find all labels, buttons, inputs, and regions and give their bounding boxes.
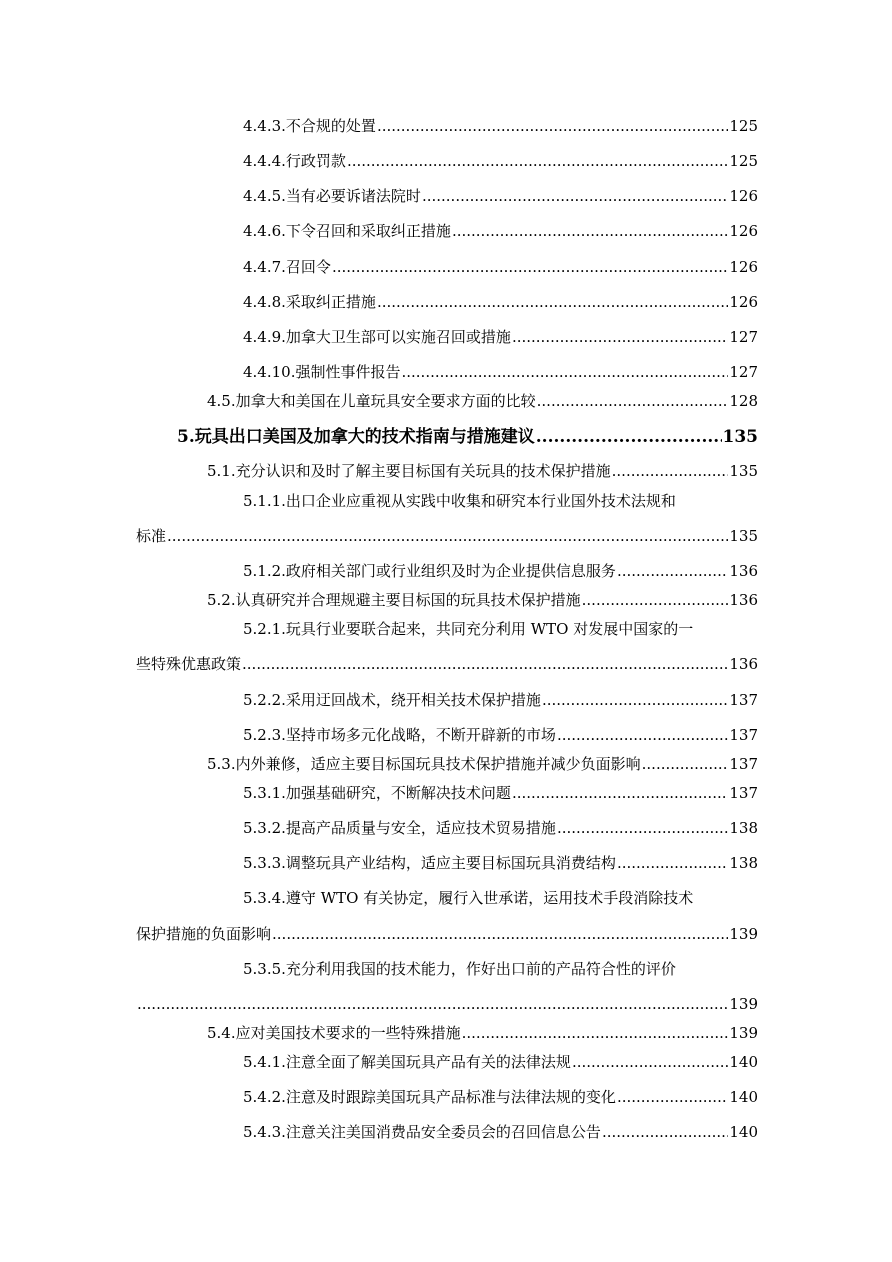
toc-leader-dots (537, 391, 729, 411)
toc-entry-5-2-1-line2[interactable] (136, 654, 758, 674)
toc-entry-5-3-3[interactable] (243, 853, 758, 873)
toc-entry-page: 137 (729, 755, 758, 773)
toc-entry-page: 139 (729, 995, 758, 1013)
toc-entry-title: 5.3.2.提高产品质量与安全，适应技术贸易措施 (243, 819, 556, 837)
toc-entry-title: 4.4.7.召回令 (243, 258, 331, 276)
toc-entry-page: 135 (729, 462, 758, 480)
toc-entry-page: 137 (729, 726, 758, 744)
toc-entry-title-continued: 些特殊优惠政策 (136, 655, 242, 673)
toc-entry-title: 5.3.3.调整玩具产业结构，适应主要目标国玩具消费结构 (243, 854, 616, 872)
toc-entry-5-3-5-line1[interactable] (243, 959, 758, 979)
toc-entry-title: 4.4.5.当有必要诉诸法院时 (243, 187, 421, 205)
toc-leader-dots (272, 924, 728, 944)
toc-entry-title: 5.1.2.政府相关部门或行业组织及时为企业提供信息服务 (243, 562, 616, 580)
toc-entry-page: 126 (729, 187, 758, 205)
toc-entry-page: 140 (729, 1053, 758, 1071)
toc-entry-title: 5.3.内外兼修，适应主要目标国玩具技术保护措施并减少负面影响 (207, 755, 641, 773)
toc-entry-5-3-5-line2[interactable] (136, 994, 758, 1014)
toc-entry-page: 137 (729, 784, 758, 802)
toc-leader-dots (401, 362, 728, 382)
toc-entry-4-4-3[interactable] (243, 116, 758, 136)
toc-entry-5-4[interactable] (207, 1023, 758, 1043)
toc-entry-page: 139 (729, 1024, 758, 1042)
toc-leader-dots (332, 257, 728, 277)
toc-entry-title: 4.4.10.强制性事件报告 (243, 363, 401, 381)
toc-chapter-title: 5.玩具出口美国及加拿大的技术指南与措施建议 (177, 427, 535, 447)
toc-entry-title: 5.3.4.遵守 WTO 有关协定，履行入世承诺，运用技术手段消除技术 (243, 889, 694, 907)
toc-entry-4-5[interactable] (207, 391, 758, 411)
toc-entry-5-1-2[interactable] (243, 561, 758, 581)
toc-leader-dots (512, 783, 728, 803)
toc-entry-5-3-4-line2[interactable] (136, 924, 758, 944)
toc-entry-title: 5.4.应对美国技术要求的一些特殊措施 (207, 1024, 461, 1042)
toc-entry-5-3-4-line1[interactable] (243, 888, 758, 908)
toc-leader-dots (617, 853, 728, 873)
toc-leader-dots (242, 654, 728, 674)
toc-entry-5-1-1-line1[interactable] (243, 491, 758, 511)
toc-entry-4-4-9[interactable] (243, 327, 758, 347)
toc-entry-page: 125 (729, 117, 758, 135)
toc-entry-page: 127 (729, 328, 758, 346)
toc-entry-title: 5.3.1.加强基础研究，不断解决技术问题 (243, 784, 511, 802)
toc-entry-4-4-8[interactable] (243, 292, 758, 312)
toc-leader-dots (347, 151, 728, 171)
toc-entry-4-4-5[interactable] (243, 186, 758, 206)
toc-leader-dots (512, 327, 728, 347)
toc-entry-4-4-10[interactable] (243, 362, 758, 382)
toc-leader-dots (137, 994, 728, 1014)
toc-entry-5-2-1-line1[interactable] (243, 619, 758, 639)
toc-entry-5-4-2[interactable] (243, 1087, 758, 1107)
toc-entry-5-2-3[interactable] (243, 725, 758, 745)
toc-entry-title: 5.2.3.坚持市场多元化战略，不断开辟新的市场 (243, 726, 556, 744)
toc-entry-page: 136 (729, 591, 758, 609)
toc-entry-title: 5.1.充分认识和及时了解主要目标国有关玩具的技术保护措施 (207, 462, 611, 480)
toc-entry-page: 140 (729, 1123, 758, 1141)
toc-entry-title: 5.1.1.出口企业应重视从实践中收集和研究本行业国外技术法规和 (243, 492, 676, 510)
toc-leader-dots (167, 526, 728, 546)
toc-leader-dots (582, 590, 729, 610)
toc-entry-page: 139 (729, 925, 758, 943)
toc-entry-title: 5.2.1.玩具行业要联合起来，共同充分利用 WTO 对发展中国家的一 (243, 620, 694, 638)
toc-entry-page: 136 (729, 562, 758, 580)
toc-entry-title: 5.4.2.注意及时跟踪美国玩具产品标准与法律法规的变化 (243, 1088, 616, 1106)
toc-entry-page: 126 (729, 258, 758, 276)
toc-entry-5-2[interactable] (207, 590, 758, 610)
toc-entry-title: 5.2.2.采用迂回战术，绕开相关技术保护措施 (243, 691, 541, 709)
toc-leader-dots (572, 1052, 728, 1072)
toc-entry-5-4-3[interactable] (243, 1122, 758, 1142)
toc-entry-5-3[interactable] (207, 754, 758, 774)
toc-entry-5-2-2[interactable] (243, 690, 758, 710)
toc-entry-page: 138 (729, 854, 758, 872)
toc-leader-dots (536, 426, 722, 448)
toc-entry-title: 4.4.4.行政罚款 (243, 152, 346, 170)
toc-entry-page: 136 (729, 655, 758, 673)
toc-entry-title: 4.4.8.采取纠正措施 (243, 293, 376, 311)
toc-leader-dots (452, 221, 728, 241)
toc-entry-page: 137 (729, 691, 758, 709)
toc-leader-dots (377, 292, 728, 312)
toc-entry-page: 126 (729, 222, 758, 240)
toc-leader-dots (422, 186, 728, 206)
toc-chapter-page: 135 (722, 427, 758, 447)
toc-entry-4-4-6[interactable] (243, 221, 758, 241)
toc-entry-4-4-4[interactable] (243, 151, 758, 171)
toc-entry-page: 126 (729, 293, 758, 311)
toc-entry-title: 4.4.3.不合规的处置 (243, 117, 376, 135)
toc-entry-title: 5.3.5.充分利用我国的技术能力，作好出口前的产品符合性的评价 (243, 960, 676, 978)
toc-entry-5-3-2[interactable] (243, 818, 758, 838)
toc-entry-5-3-1[interactable] (243, 783, 758, 803)
toc-entry-4-4-7[interactable] (243, 257, 758, 277)
toc-entry-page: 140 (729, 1088, 758, 1106)
toc-leader-dots (602, 1122, 728, 1142)
toc-leader-dots (557, 818, 728, 838)
toc-entry-5-1-1-line2[interactable] (136, 526, 758, 546)
toc-entry-page: 128 (729, 392, 758, 410)
toc-entry-title: 5.4.3.注意关注美国消费品安全委员会的召回信息公告 (243, 1123, 601, 1141)
toc-leader-dots (377, 116, 728, 136)
toc-leader-dots (542, 690, 728, 710)
toc-entry-title-continued: 标准 (136, 527, 167, 545)
toc-leader-dots (617, 1087, 728, 1107)
toc-entry-title: 4.4.6.下令召回和采取纠正措施 (243, 222, 451, 240)
toc-entry-page: 125 (729, 152, 758, 170)
toc-entry-title: 5.4.1.注意全面了解美国玩具产品有关的法律法规 (243, 1053, 571, 1071)
toc-entry-title: 4.4.9.加拿大卫生部可以实施召回或措施 (243, 328, 511, 346)
toc-leader-dots (462, 1023, 729, 1043)
toc-entry-5-1[interactable] (207, 461, 758, 481)
toc-entry-5-4-1[interactable] (243, 1052, 758, 1072)
toc-entry-page: 127 (729, 363, 758, 381)
toc-entry-title: 4.5.加拿大和美国在儿童玩具安全要求方面的比较 (207, 392, 536, 410)
toc-entry-title: 5.2.认真研究并合理规避主要目标国的玩具技术保护措施 (207, 591, 581, 609)
toc-leader-dots (612, 461, 729, 481)
toc-leader-dots (617, 561, 728, 581)
toc-leader-dots (557, 725, 728, 745)
toc-leader-dots (642, 754, 729, 774)
toc-entry-title-continued: 保护措施的负面影响 (136, 925, 272, 943)
toc-entry-page: 135 (729, 527, 758, 545)
toc-chapter-5[interactable] (177, 426, 758, 448)
toc-entry-page: 138 (729, 819, 758, 837)
